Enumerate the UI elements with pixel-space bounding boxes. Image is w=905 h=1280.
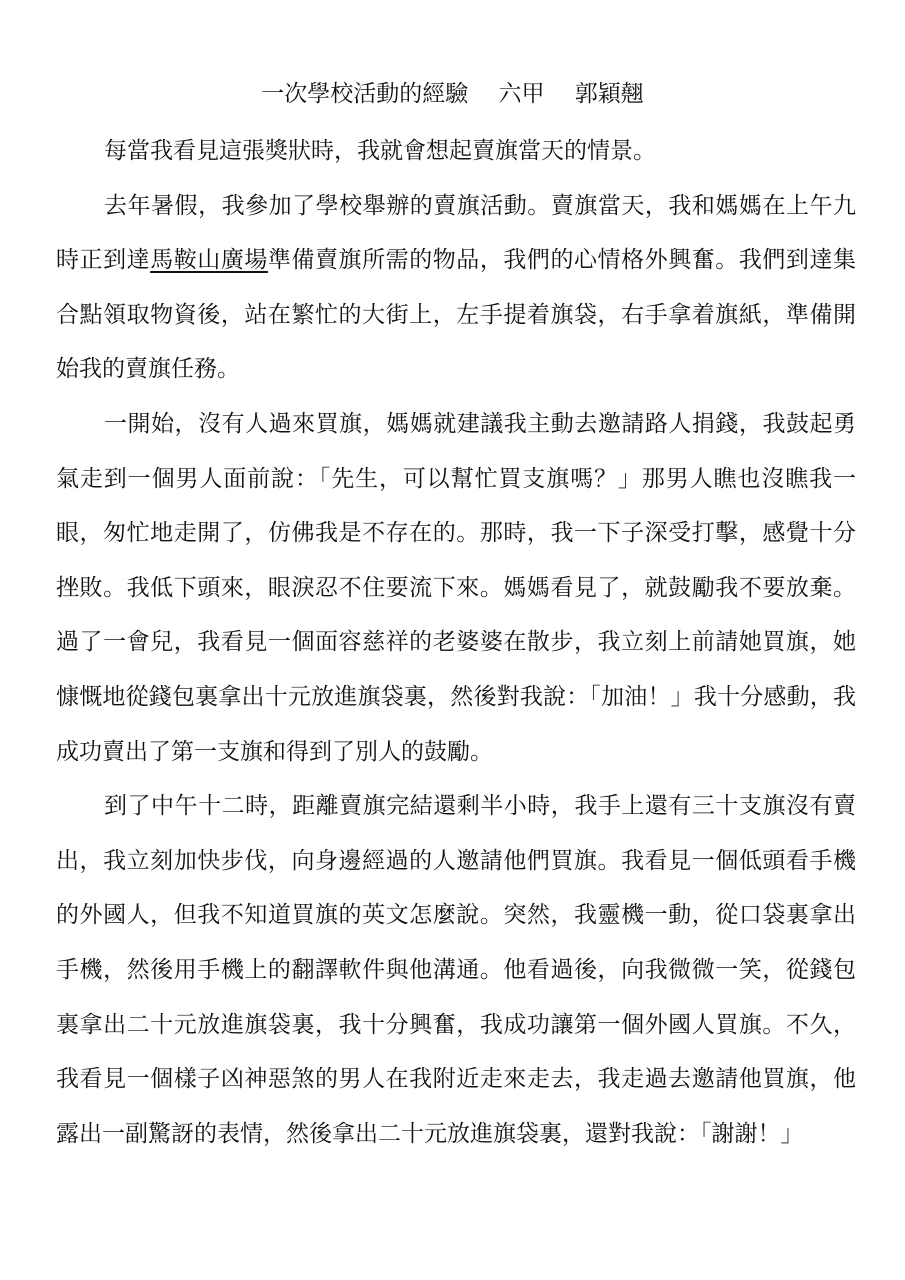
paragraph-3: 一開始，沒有人過來買旗，媽媽就建議我主動去邀請路人捐錢，我鼓起勇氣走到一個男人面前說：「先生，可以幫忙買支旗嗎？」那男人瞧也沒瞧我一眼，匆忙地走開了，仿佛我是不存在的。那時，我一下子深受打擊，感覺十分挫敗。我低下頭來，眼淚忍不住要流下來。媽媽看見了，就鼓勵我不要放棄。過了一會兒，我看見一個面容慈祥的老婆婆在散步，我立刻上前請她買旗，她慷慨地從錢包裏拿出十元放進旗袋裏，然後對我說：「加油！」我十分感動，我成功賣出了第一支旗和得到了別人的鼓勵。: [56, 410, 856, 765]
paragraph-1: 每當我看見這張獎狀時，我就會想起賣旗當天的情景。: [104, 138, 656, 164]
place-name-underlined: 馬鞍山廣場: [150, 247, 268, 274]
essay-body: [56, 124, 856, 1161]
paragraph-2-before: 去年暑假，我參加了學校舉辦的賣旗活動。賣旗當天，我和媽媽在上午九時正到達: [56, 192, 856, 274]
paragraph-2: [56, 179, 856, 397]
essay-title: 一次學校活動的經驗 六甲 郭穎翹: [261, 81, 644, 107]
paragraph-2-after: 準備賣旗所需的物品，我們的心情格外興奮。我們到達集合點領取物資後，站在繁忙的大街上，左手提着旗袋，右手拿着旗紙，準備開始我的賣旗任務。: [56, 247, 857, 383]
paragraph-4: 到了中午十二時，距離賣旗完結還剩半小時，我手上還有三十支旗沒有賣出，我立刻加快步伐，向身邊經過的人邀請他們買旗。我看見一個低頭看手機的外國人，但我不知道買旗的英文怎麼說。突然，我靈機一動，從口袋裏拿出手機，然後用手機上的翻譯軟件與他溝通。他看過後，向我微微一笑，從錢包裏拿出二十元放進旗袋裏，我十分興奮，我成功讓第一個外國人買旗。不久，我看見一個樣子凶神惡煞的男人在我附近走來走去，我走過去邀請他買旗，他露出一副驚訝的表情，然後拿出二十元放進旗袋裏，還對我說：「謝謝！」: [56, 793, 856, 1147]
